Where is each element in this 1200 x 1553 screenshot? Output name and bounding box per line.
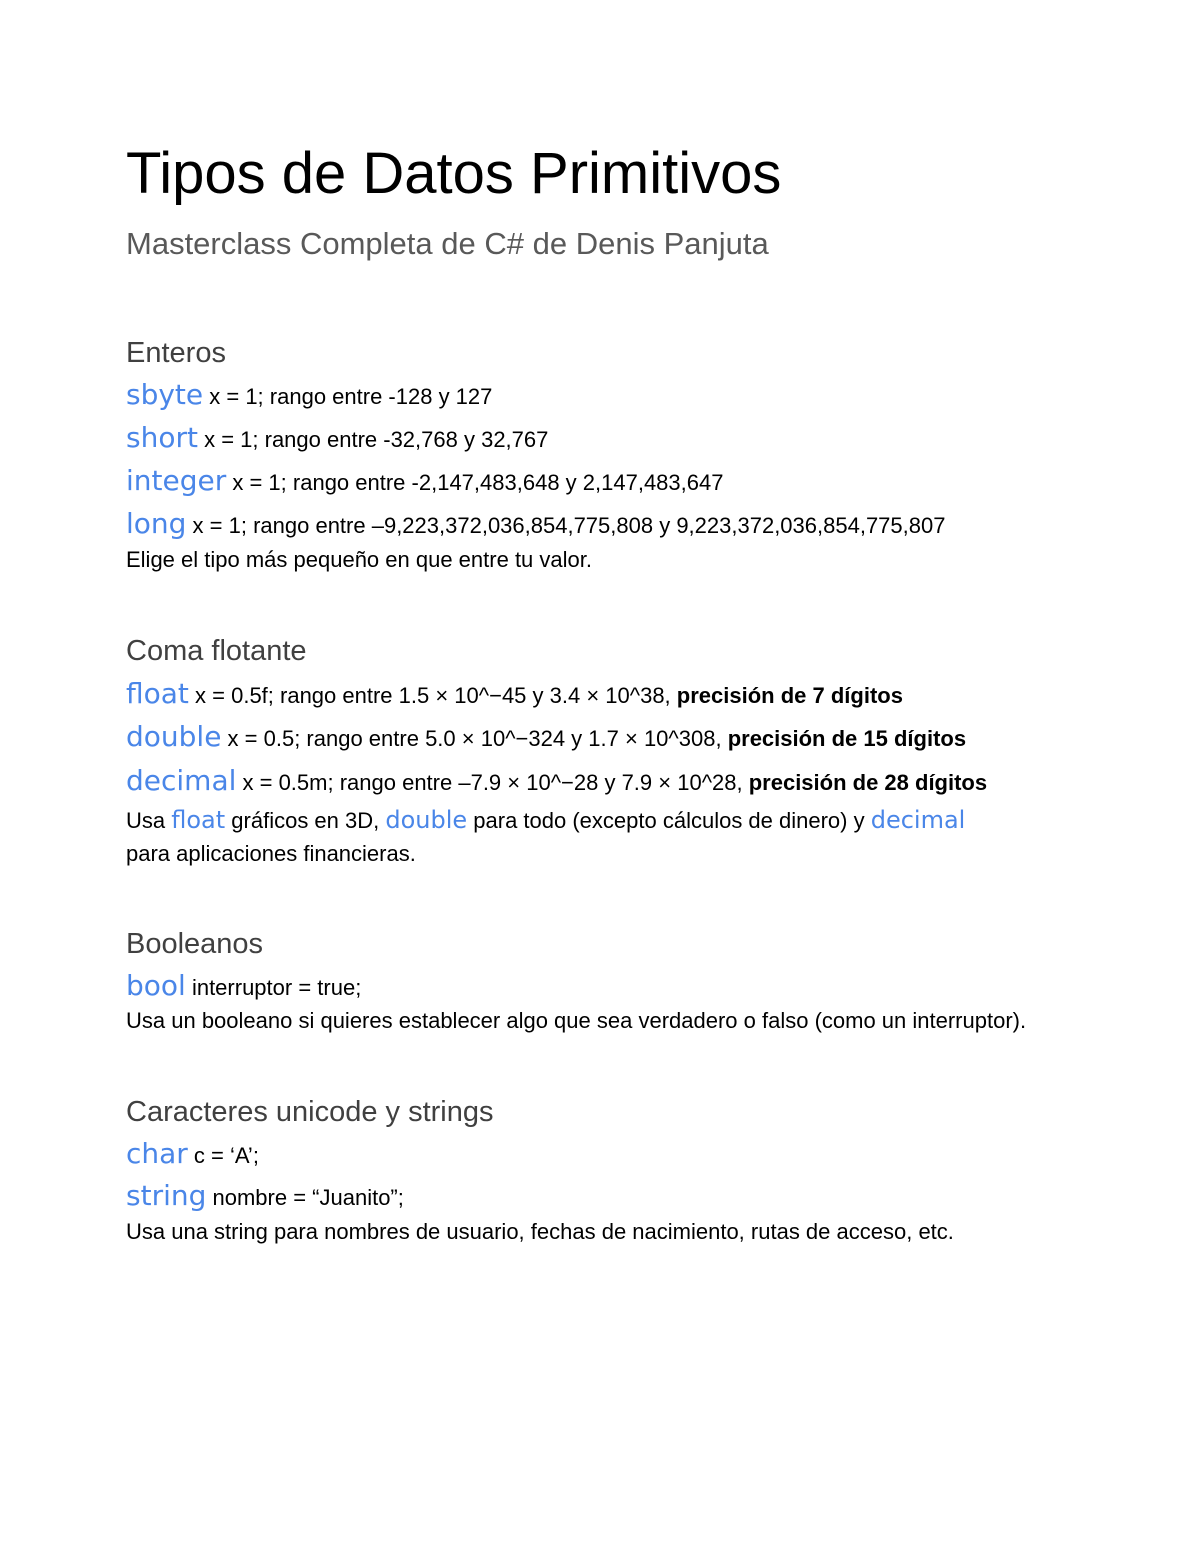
keyword-double: double [126,720,222,753]
note-text: gráficos en 3D, [225,808,386,833]
type-row-bool [126,969,361,1005]
page-subtitle: Masterclass Completa de C# de Denis Panjuta [126,226,769,261]
section-note-caracteres: Usa una string para nombres de usuario, fechas de nacimiento, rutas de acceso, etc. [126,1219,954,1244]
type-row-text: x = 1; rango entre -2,147,483,648 y 2,147,483,647 [226,470,724,495]
type-row-float [126,677,903,713]
keyword-decimal-inline: decimal [870,806,966,834]
section-note-flotante-line2: para aplicaciones financieras. [126,841,416,866]
type-row-text: c = ‘A’; [187,1143,259,1168]
keyword-short: short [126,421,198,454]
type-row-string [126,1179,404,1215]
note-text: para todo (excepto cálculos de dinero) y [467,808,871,833]
note-text: Usa [126,808,172,833]
section-note-enteros: Elige el tipo más pequeño en que entre tu valor. [126,547,592,572]
page-title: Tipos de Datos Primitivos [126,141,782,206]
type-row-integer [126,464,723,500]
type-row-sbyte [126,378,492,414]
keyword-sbyte: sbyte [126,378,204,411]
type-row-text: x = 0.5; rango entre 5.0 × 10^−324 y 1.7 × 10^308, [221,726,728,751]
keyword-float-inline: float [171,806,226,834]
type-row-text: x = 0.5f; rango entre 1.5 × 10^−45 y 3.4 × 10^38, [188,683,677,708]
type-row-decimal [126,764,987,800]
type-row-text: x = 1; rango entre -32,768 y 32,767 [197,427,549,452]
type-row-char [126,1137,259,1173]
type-row-double [126,720,966,756]
section-heading-caracteres: Caracteres unicode y strings [126,1096,494,1128]
section-note-booleanos: Usa un booleano si quieres establecer algo que sea verdadero o falso (como un interruptor). [126,1008,1027,1033]
keyword-float: float [126,677,189,710]
type-row-text: x = 0.5m; rango entre –7.9 × 10^−28 y 7.9 × 10^28, [236,770,749,795]
keyword-double-inline: double [385,806,468,834]
keyword-bool: bool [126,969,186,1002]
precision-text: precisión de 28 dígitos [748,770,988,795]
section-heading-enteros: Enteros [126,337,226,369]
precision-text: precisión de 15 dígitos [727,726,967,751]
section-note-flotante [126,803,965,838]
type-row-text: x = 1; rango entre -128 y 127 [203,384,493,409]
type-row-short [126,421,548,457]
keyword-string: string [126,1179,207,1212]
type-row-text: nombre = “Juanito”; [206,1185,404,1210]
keyword-integer: integer [126,464,227,497]
keyword-char: char [126,1137,188,1170]
section-heading-flotante: Coma flotante [126,635,307,667]
keyword-decimal: decimal [126,764,237,797]
keyword-long: long [126,507,187,540]
type-row-text: x = 1; rango entre –9,223,372,036,854,775,808 y 9,223,372,036,854,775,807 [186,513,946,538]
type-row-text: interruptor = true; [185,975,362,1000]
type-row-long [126,507,945,543]
precision-text: precisión de 7 dígitos [676,683,903,708]
section-heading-booleanos: Booleanos [126,928,264,960]
